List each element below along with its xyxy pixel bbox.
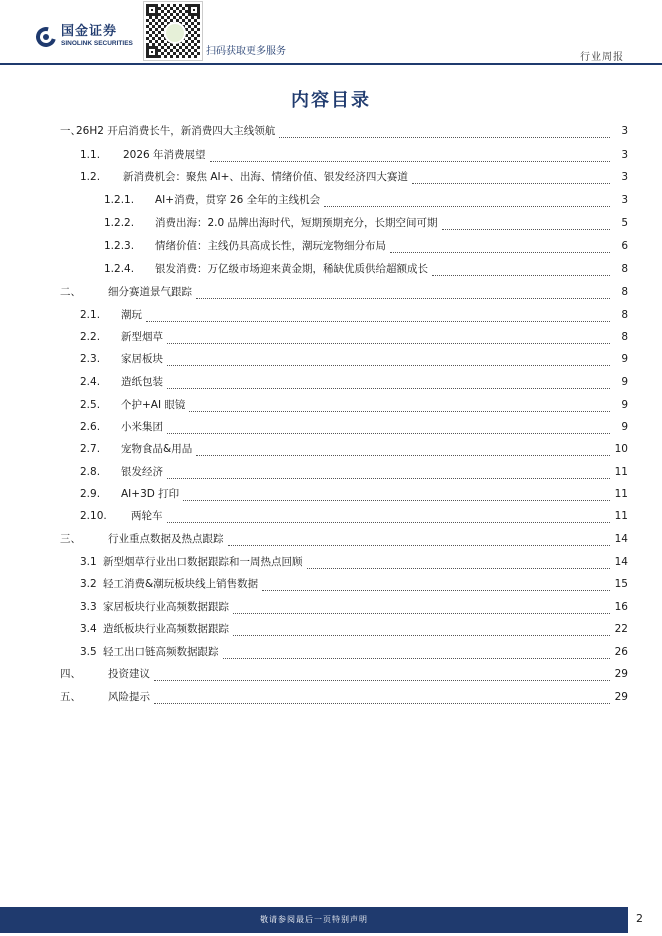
toc-entry-number: 3.4 — [80, 623, 97, 635]
toc-entry-page: 15 — [614, 578, 628, 590]
toc-entry-page: 9 — [621, 421, 628, 433]
toc-entry-title: 造纸板块行业高频数据跟踪 — [103, 623, 229, 635]
toc-entry-title: 造纸包装 — [121, 376, 163, 388]
toc-entry-number: 2.1. — [80, 309, 101, 321]
toc-entry-number: 1.2.4. — [104, 263, 135, 275]
toc-entry-page: 3 — [621, 125, 628, 137]
toc-dot-leader — [210, 161, 610, 162]
toc-entry-number: 2.9. — [80, 488, 101, 500]
toc-entry[interactable] — [80, 419, 628, 441]
toc-entry-page: 3 — [621, 194, 628, 206]
toc-entry-number: 二、 — [60, 286, 81, 298]
toc-entry[interactable] — [80, 599, 628, 621]
toc-entry-title: 两轮车 — [131, 510, 163, 522]
toc-entry-page: 11 — [614, 488, 628, 500]
toc-entry-number: 三、 — [60, 533, 81, 545]
toc-entry[interactable] — [60, 531, 628, 553]
toc-dot-leader — [167, 433, 610, 434]
toc-entry-title: 银发消费：万亿级市场迎来黄金期，稀缺优质供给超额成长 — [155, 263, 428, 275]
toc-entry-title: 银发经济 — [121, 466, 163, 478]
toc-entry[interactable] — [104, 238, 628, 260]
logo-text-en: SINOLINK SECURITIES — [61, 40, 133, 47]
toc-title: 内容目录 — [291, 90, 371, 111]
toc-entry-title: 情绪价值：主线仍具高成长性，潮玩宠物细分布局 — [155, 240, 386, 252]
toc-dot-leader — [196, 455, 610, 456]
toc-dot-leader — [189, 411, 610, 412]
toc-entry-title: 潮玩 — [121, 309, 142, 321]
toc-entry[interactable] — [80, 554, 628, 576]
toc-entry-page: 26 — [614, 646, 628, 658]
footer-bar — [0, 907, 628, 933]
toc-entry-title: 家居板块行业高频数据跟踪 — [103, 601, 229, 613]
toc-entry[interactable] — [80, 397, 628, 419]
toc-dot-leader — [233, 613, 610, 614]
toc-dot-leader — [223, 658, 611, 659]
toc-entry[interactable] — [80, 147, 628, 169]
toc-entry-title: AI+3D 打印 — [121, 488, 180, 500]
toc-dot-leader — [324, 206, 610, 207]
toc-entry-title: 新消费机会：聚焦 AI+、出海、情绪价值、银发经济四大赛道 — [123, 171, 408, 183]
toc-entry-title: 宠物食品&用品 — [121, 443, 193, 455]
toc-dot-leader — [167, 343, 610, 344]
toc-entry[interactable] — [80, 307, 628, 329]
toc-entry-title: 轻工消费&潮玩板块线上销售数据 — [103, 578, 259, 590]
toc-dot-leader — [167, 522, 611, 523]
toc-entry[interactable] — [104, 261, 628, 283]
toc-entry-page: 5 — [621, 217, 628, 229]
page-number: 2 — [636, 912, 643, 925]
toc-dot-leader — [196, 298, 610, 299]
toc-entry-page: 11 — [614, 510, 628, 522]
toc-entry[interactable] — [80, 351, 628, 373]
toc-entry[interactable] — [104, 192, 628, 214]
header-divider — [0, 63, 662, 65]
toc-entry-title: 投资建议 — [108, 668, 150, 680]
toc-entry-title: 家居板块 — [121, 353, 163, 365]
toc-entry-title: 新型烟草 — [121, 331, 163, 343]
toc-entry-title: AI+消费，贯穿 26 全年的主线机会 — [155, 194, 321, 206]
toc-entry-number: 2.8. — [80, 466, 101, 478]
toc-entry-title: 新型烟草行业出口数据跟踪和一周热点回顾 — [103, 556, 303, 568]
toc-entry-number: 五、 — [60, 691, 81, 703]
toc-entry-page: 8 — [621, 309, 628, 321]
toc-dot-leader — [307, 568, 611, 569]
toc-dot-leader — [279, 137, 610, 138]
toc-dot-leader — [262, 590, 610, 591]
toc-dot-leader — [432, 275, 610, 276]
toc-entry-number: 3.2 — [80, 578, 97, 590]
toc-dot-leader — [412, 183, 610, 184]
toc-entry-number: 2.2. — [80, 331, 101, 343]
qr-code-icon[interactable] — [144, 2, 202, 60]
toc-entry-page: 9 — [621, 353, 628, 365]
logo-mark-icon — [36, 27, 56, 47]
toc-entry-number: 3.3 — [80, 601, 97, 613]
toc-entry[interactable] — [80, 644, 628, 666]
toc-dot-leader — [167, 365, 610, 366]
toc-dot-leader — [154, 680, 610, 681]
toc-dot-leader — [167, 478, 610, 479]
toc-entry-title: 轻工出口链高频数据跟踪 — [103, 646, 219, 658]
toc-entry-page: 29 — [614, 691, 628, 703]
toc-entry[interactable] — [80, 486, 628, 508]
toc-entry[interactable] — [80, 441, 628, 463]
toc-entry-number: 2.6. — [80, 421, 101, 433]
toc-entry[interactable] — [80, 508, 628, 530]
toc-entry-number: 3.1 — [80, 556, 97, 568]
toc-dot-leader — [183, 500, 610, 501]
toc-entry[interactable] — [60, 666, 628, 688]
toc-entry-page: 14 — [614, 533, 628, 545]
toc-entry-title: 细分赛道景气跟踪 — [108, 286, 192, 298]
toc-entry-number: 四、 — [60, 668, 81, 680]
toc-entry-page: 8 — [621, 286, 628, 298]
toc-entry-number: 2.10. — [80, 510, 107, 522]
toc-entry-page: 22 — [614, 623, 628, 635]
toc-dot-leader — [442, 229, 610, 230]
footer-disclaimer: 敬请参阅最后一页特别声明 — [260, 915, 368, 924]
toc-dot-leader — [233, 635, 610, 636]
toc-entry-page: 16 — [614, 601, 628, 613]
toc-dot-leader — [154, 703, 610, 704]
logo-text-cn: 国金证券 — [61, 24, 118, 39]
toc-entry-number: 2.5. — [80, 399, 101, 411]
toc-entry-page: 3 — [621, 171, 628, 183]
toc-entry-title: 个护+AI 眼镜 — [121, 399, 186, 411]
toc-entry[interactable] — [60, 123, 628, 145]
toc-entry[interactable] — [80, 621, 628, 643]
toc-entry[interactable] — [80, 576, 628, 598]
toc-entry-number: 1.2. — [80, 171, 101, 183]
toc-entry-number: 1.2.2. — [104, 217, 135, 229]
toc-entry[interactable] — [80, 374, 628, 396]
toc-entry[interactable] — [80, 329, 628, 351]
toc-entry-number: 3.5 — [80, 646, 97, 658]
toc-dot-leader — [167, 388, 610, 389]
toc-entry-title: 小米集团 — [121, 421, 163, 433]
toc-entry-page: 8 — [621, 331, 628, 343]
report-type-label: 行业周报 — [580, 52, 624, 63]
toc-entry[interactable] — [104, 215, 628, 237]
toc-entry-number: 2.4. — [80, 376, 101, 388]
toc-entry-page: 29 — [614, 668, 628, 680]
toc-entry-page: 14 — [614, 556, 628, 568]
toc-entry-page: 11 — [614, 466, 628, 478]
toc-entry[interactable] — [60, 284, 628, 306]
toc-entry-number: 1.1. — [80, 149, 101, 161]
page-header — [0, 0, 662, 64]
toc-entry-page: 6 — [621, 240, 628, 252]
toc-entry[interactable] — [80, 169, 628, 191]
scan-for-service-text: 扫码获取更多服务 — [206, 46, 286, 57]
toc-entry-title: 2026 年消费展望 — [123, 149, 206, 161]
toc-entry-page: 3 — [621, 149, 628, 161]
toc-entry[interactable] — [80, 464, 628, 486]
toc-entry[interactable] — [60, 689, 628, 711]
toc-entry-page: 8 — [621, 263, 628, 275]
toc-entry-title: 消费出海：2.0 品牌出海时代，短期预期充分，长期空间可期 — [155, 217, 438, 229]
toc-entry-number: 2.3. — [80, 353, 101, 365]
toc-entry-page: 9 — [621, 376, 628, 388]
toc-entry-number: 2.7. — [80, 443, 101, 455]
company-logo — [36, 25, 133, 48]
toc-entry-title: 行业重点数据及热点跟踪 — [108, 533, 224, 545]
toc-entry-number: 1.2.3. — [104, 240, 135, 252]
toc-dot-leader — [146, 321, 610, 322]
toc-entry-page: 9 — [621, 399, 628, 411]
toc-entry-page: 10 — [614, 443, 628, 455]
toc-dot-leader — [390, 252, 610, 253]
toc-entry-title: 26H2 开启消费长牛，新消费四大主线领航 — [76, 125, 276, 137]
toc-dot-leader — [228, 545, 611, 546]
toc-entry-number: 1.2.1. — [104, 194, 135, 206]
toc-entry-number: 一、 — [60, 125, 81, 137]
toc-entry-title: 风险提示 — [108, 691, 150, 703]
